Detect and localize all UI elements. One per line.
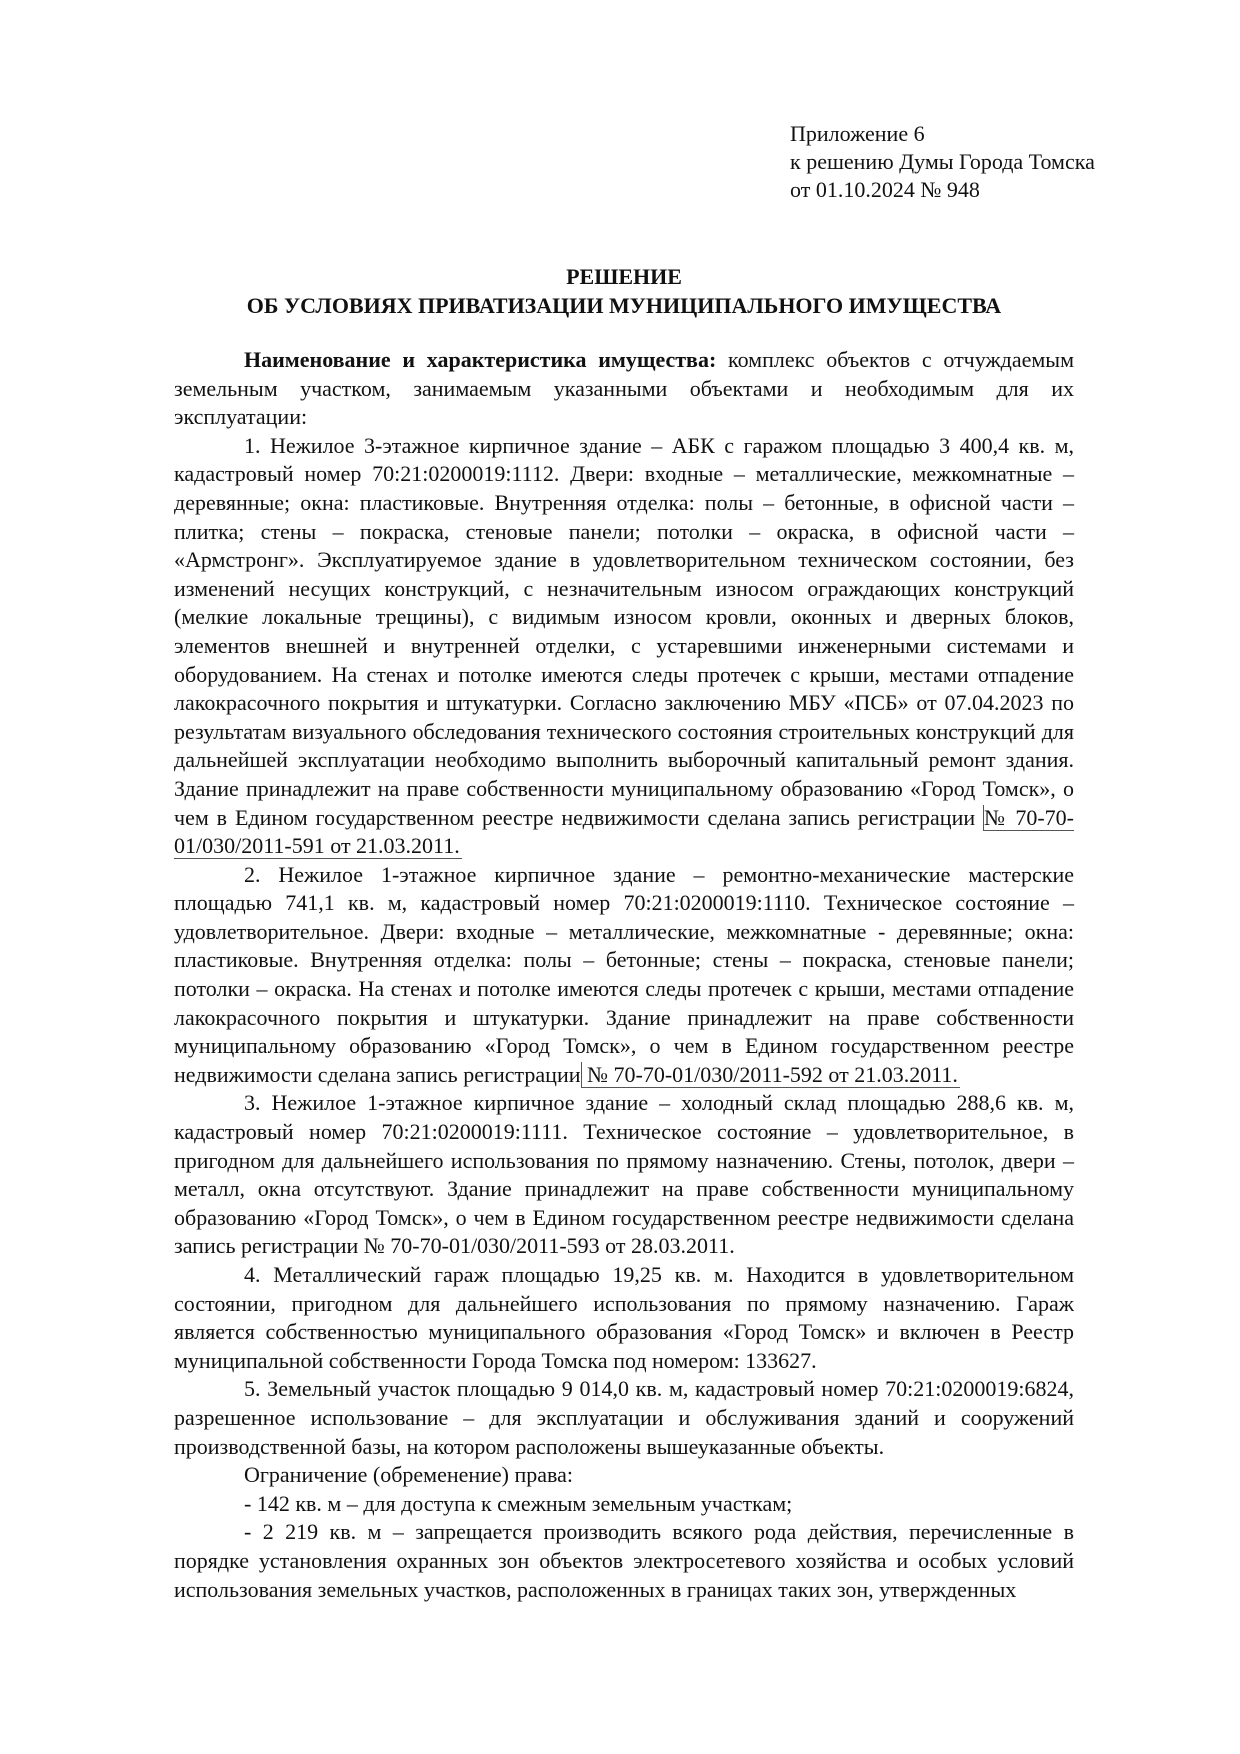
document-title [174,262,1074,320]
appendix-header [790,120,1095,204]
document-body [174,346,1074,1604]
appendix-date: от 01.10.2024 № 948 [790,177,980,202]
item-1-text: 1. Нежилое 3-этажное кирпичное здание – АБК с гаражом площадью 3 400,4 кв. м, кадастровый номер 70:21:0200019:1112. Двери: входные – металлические, межкомнатные – деревянные; окна: пластиковые. Внутренняя отделка: полы – бетонные, в офисной части – плитка; стены – покраска, стеновые панели; потолки – окраска, в офисной части – «Армстронг». Эксплуатируемое здание в удовлетворительном техническом состоянии, без изменений несущих конструкций, с незначительным износом ограждающих конструкций (мелкие локальные трещины), с видимым износом кровли, оконных и дверных блоков, элементов внешней и внутренней отделки, с устаревшими инженерными системами и оборудованием. На стенах и потолке имеются следы протечек с крыши, местами отпадение лакокрасочного покрытия и штукатурки. Согласно заключению МБУ «ПСБ» от 07.04.2023 по результатам визуального обследования технического состояния строительных конструкций для дальнейшей эксплуатации необходимо выполнить выборочный капитальный ремонт здания. Здание принадлежит на праве собственности муниципальному образованию «Город Томск», о чем в Едином государственном реестре недвижимости сделана запись регистрации [174,432,1074,830]
item-2-text: 2. Нежилое 1-этажное кирпичное здание – ремонтно-механические мастерские площадью 741,1 кв. м, кадастровый номер 70:21:0200019:1110. Техническое состояние – удовлетворительное. Двери: входные – металлические, межкомнатные - деревянные; окна: пластиковые. Внутренняя отделка: полы – бетонные; стены – покраска, стеновые панели; потолки – окраска. На стенах и потолке имеются следы протечек с крыши, местами отпадение лакокрасочного покрытия и штукатурки. Здание принадлежит на праве собственности муниципальному образованию «Город Томск», о чем в Едином государственном реестре недвижимости сделана запись регистрации [174,861,1074,1087]
restriction-line-1: - 142 кв. м – для доступа к смежным земельным участкам; [244,1490,793,1516]
intro-paragraph [174,346,1074,432]
item-2-paragraph [174,861,1074,1090]
appendix-decision-ref: к решению Думы Города Томска [790,149,1095,174]
appendix-number: Приложение 6 [790,121,925,146]
item-5-text: 5. Земельный участок площадью 9 014,0 кв. м, кадастровый номер 70:21:0200019:6824, разрешенное использование – для эксплуатации и обслуживания зданий и сооружений производственной базы, на котором расположены вышеуказанные объекты. [174,1376,1074,1459]
item-4-paragraph [174,1261,1074,1375]
item-1-paragraph [174,432,1074,861]
item-1-registration: № 70-70-01/030/2011-591 от 21.03.2011. [174,804,1074,859]
restriction-line-2: - 2 219 кв. м – запрещается производить всякого рода действия, перечисленные в порядке установления охранных зон объектов электросетевого хозяйства и особых условий использования земельных участков, расположенных в границах таких зон, утвержденных [174,1519,1074,1602]
intro-lead: Наименование и характеристика имущества: [244,347,717,372]
item-5-paragraph [174,1375,1074,1461]
intro-text: комплекс объектов с отчуждаемым земельным участком, занимаемым указанными объектами и необходимым для их эксплуатации: [174,347,1075,430]
item-3-text: 3. Нежилое 1-этажное кирпичное здание – холодный склад площадью 288,6 кв. м, кадастровый номер 70:21:0200019:1111. Техническое состояние – удовлетворительное, в пригодном для дальнейшего использования по прямому назначению. Стены, потолок, двери – металл, окна отсутствуют. Здание принадлежит на праве собственности муниципальному образованию «Город Томск», о чем в Едином государственном реестре недвижимости сделана запись регистрации № 70-70-01/030/2011-593 от 28.03.2011. [174,1090,1074,1259]
item-3-paragraph [174,1089,1074,1261]
title-line-1: РЕШЕНИЕ [566,264,682,289]
title-line-2: ОБ УСЛОВИЯХ ПРИВАТИЗАЦИИ МУНИЦИПАЛЬНОГО ИМУЩЕСТВА [246,293,1002,318]
restrictions-heading: Ограничение (обременение) права: [244,1462,574,1488]
item-2-registration: № 70-70-01/030/2011-592 от 21.03.2011. [581,1061,958,1087]
item-4-text: 4. Металлический гараж площадью 19,25 кв. м. Находится в удовлетворительном состоянии, пригодном для дальнейшего использования по прямому назначению. Гараж является собственностью муниципального образования «Город Томск» и включен в Реестр муниципальной собственности Города Томска под номером: 133627. [174,1262,1074,1373]
